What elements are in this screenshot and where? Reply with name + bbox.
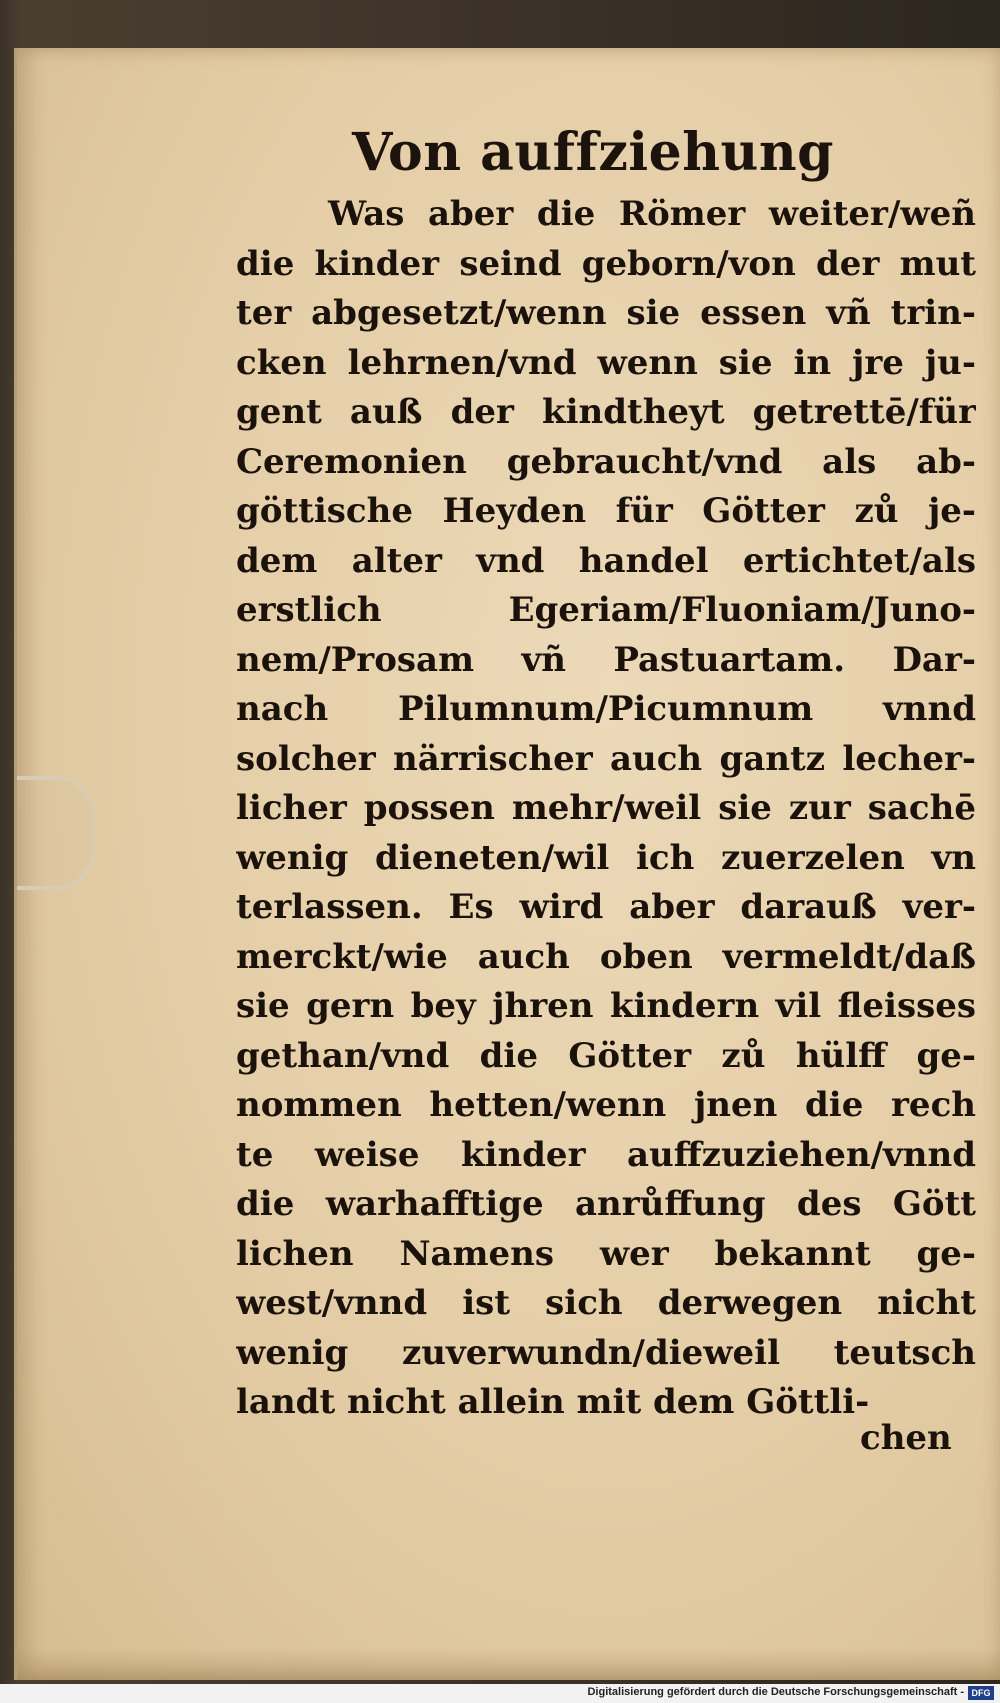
text-line: gent auß der kindtheyt getrettē/für (236, 392, 976, 432)
body-text (236, 190, 976, 1428)
text-line: Was aber die Römer weiter/weñ (328, 194, 976, 234)
text-line: ter abgesetzt/wenn sie essen vñ trin- (236, 293, 976, 333)
page-clip (17, 776, 95, 890)
page-edge-shadow (17, 1648, 1000, 1680)
catchword: chen (860, 1418, 952, 1458)
text-line: erstlich Egeriam/Fluoniam/Juno- (236, 590, 976, 630)
text-line: cken lehrnen/vnd wenn sie in jre ju- (236, 342, 976, 383)
text-line: dem alter vnd handel ertichtet/als (236, 540, 976, 581)
text-line: terlassen. Es wird aber darauß ver- (236, 887, 976, 927)
footer-credit: Digitalisierung gefördert durch die Deutsche Forschungsgemeinschaft - (587, 1686, 964, 1698)
text-line: sie gern bey jhren kindern vil fleisses (236, 986, 976, 1026)
text-line: lichen Namens wer bekannt ge- (236, 1233, 976, 1274)
text-line: die kinder seind geborn/von der mut (236, 243, 976, 284)
text-line: göttische Heyden für Götter zů je- (236, 491, 976, 531)
page-heading: Von auffziehung (351, 122, 835, 183)
text-line: licher possen mehr/weil sie zur sachē (236, 788, 976, 828)
text-line: nach Pilumnum/Picumnum vnnd (236, 689, 976, 729)
text-line: die warhafftige anrůffung des Gött (236, 1184, 976, 1224)
text-line: wenig zuverwundn/dieweil teutsch (236, 1332, 976, 1373)
text-line: Ceremonien gebraucht/vnd als ab- (236, 441, 976, 482)
text-line: gethan/vnd die Götter zů hülff ge- (236, 1035, 976, 1076)
text-line: west/vnnd ist sich derwegen nicht (236, 1283, 976, 1323)
text-line: nem/Prosam vñ Pastuartam. Dar- (236, 639, 976, 680)
text-line: solcher närrischer auch gantz lecher- (236, 738, 976, 779)
text-line: nommen hetten/wenn jnen die rech (236, 1085, 976, 1125)
text-line: merckt/wie auch oben vermeldt/daß (236, 936, 976, 977)
text-line: landt nicht allein mit dem Göttli- (236, 1382, 870, 1422)
text-line: wenig dieneten/wil ich zuerzelen vn (236, 837, 976, 878)
text-line: te weise kinder auffzuziehen/vnnd (236, 1134, 976, 1175)
dfg-logo-icon: DFG (968, 1686, 994, 1700)
